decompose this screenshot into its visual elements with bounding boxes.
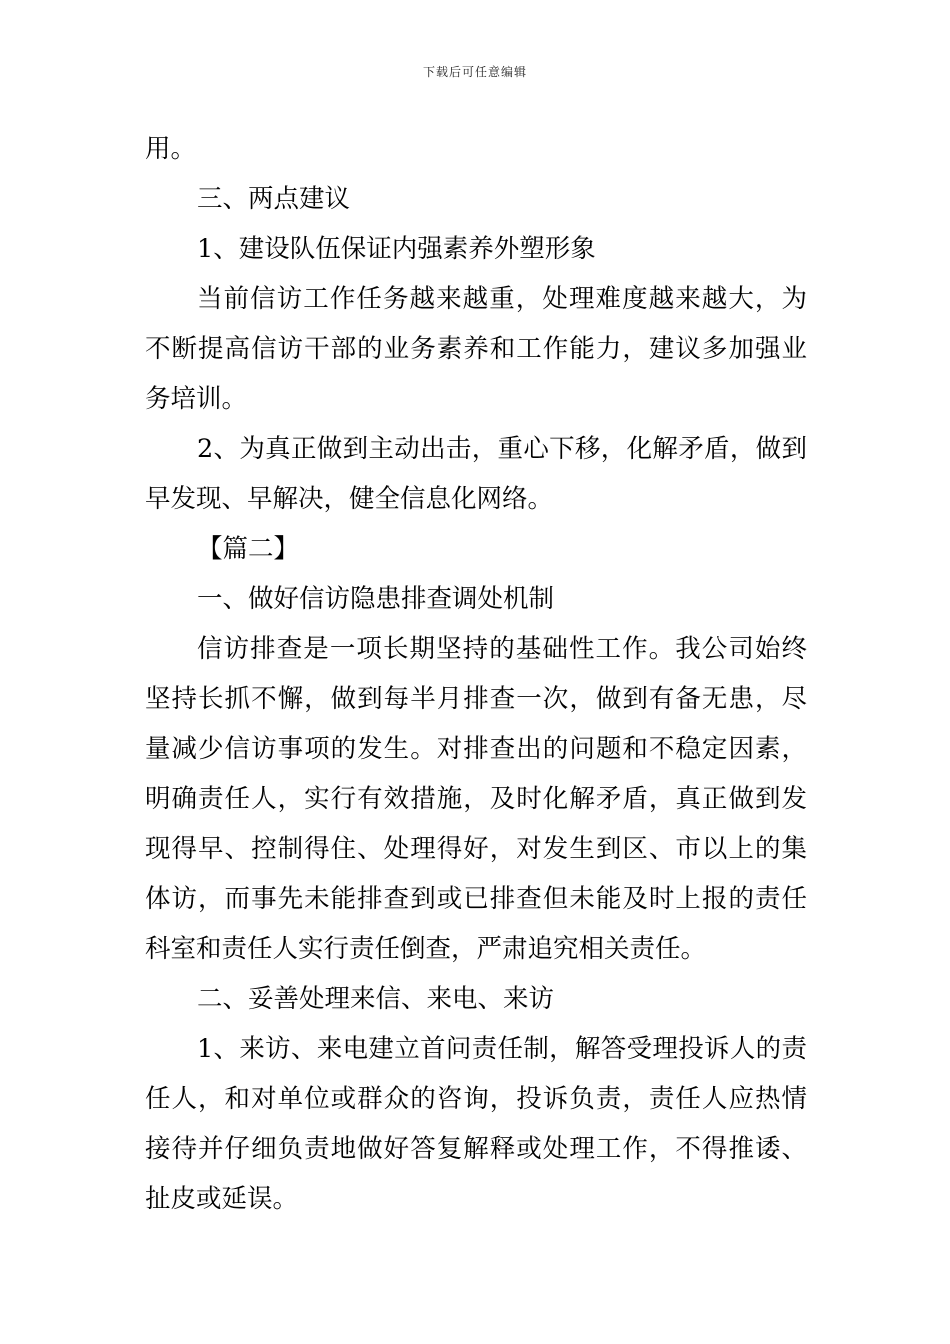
text-line: 不断提高信访干部的业务素养和工作能力，建议多加强业 [145, 334, 807, 364]
text-line: 1、建设队伍保证内强素养外塑形象 [197, 234, 596, 264]
document-body [145, 124, 807, 1224]
text-line: 二、妥善处理来信、来电、来访 [197, 984, 555, 1014]
text-line: 体访，而事先未能排查到或已排查但未能及时上报的责任 [145, 884, 807, 914]
text-line: 2、为真正做到主动出击，重心下移，化解矛盾，做到 [197, 434, 807, 464]
text-line: 科室和责任人实行责任倒查，严肃追究相关责任。 [145, 934, 707, 964]
text-line: 扯皮或延误。 [145, 1184, 299, 1214]
text-line: 现得早、控制得住、处理得好，对发生到区、市以上的集 [145, 834, 807, 864]
text-line: 用。 [145, 134, 197, 164]
text-line: 1、来访、来电建立首问责任制，解答受理投诉人的责 [197, 1034, 807, 1064]
page-header: 下载后可任意编辑 [422, 65, 527, 79]
text-line: 明确责任人，实行有效措施，及时化解矛盾，真正做到发 [145, 784, 807, 814]
text-line: 信访排查是一项长期坚持的基础性工作。我公司始终 [197, 634, 807, 664]
text-line: 接待并仔细负责地做好答复解释或处理工作，不得推诿、 [145, 1134, 807, 1164]
text-line: 坚持长抓不懈，做到每半月排查一次，做到有备无患，尽 [145, 684, 807, 714]
text-line: 早发现、早解决，健全信息化网络。 [145, 484, 554, 514]
text-line: 务培训。 [145, 384, 248, 414]
text-line: 量减少信访事项的发生。对排查出的问题和不稳定因素， [145, 734, 807, 764]
text-line: 一、做好信访隐患排查调处机制 [197, 584, 555, 614]
text-line: 当前信访工作任务越来越重，处理难度越来越大，为 [197, 284, 807, 314]
text-line: 任人，和对单位或群众的咨询，投诉负责，责任人应热情 [145, 1084, 807, 1114]
text-line: 三、两点建议 [197, 184, 351, 214]
text-line: 【篇二】 [197, 534, 300, 564]
